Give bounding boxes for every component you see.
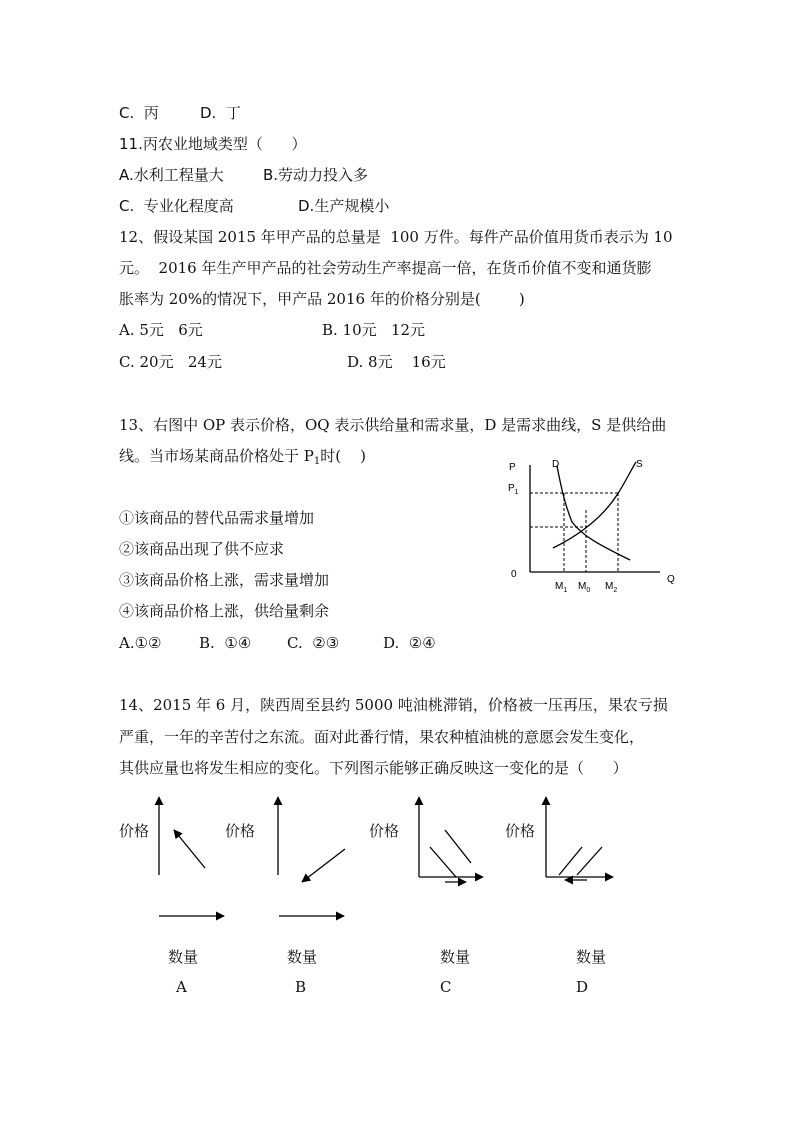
q12-option-d: D. 8元 16元 <box>347 353 446 371</box>
q13-statement-4: ④该商品价格上涨，供给量剩余 <box>119 602 330 620</box>
q12-line-3: 胀率为 20%的情况下，甲产品 2016 年的价格分别是( ) <box>119 290 525 308</box>
q11-stem: 11.丙农业地域类型（ ） <box>119 135 307 153</box>
p1-label: $P_1$ <box>508 483 519 496</box>
m2-label: $M_2$ <box>605 581 618 594</box>
q12-option-c: C. 20元 24元 <box>119 353 222 371</box>
q13-line-1: 13、右图中 OP 表示价格，OQ 表示供给量和需求量，D 是需求曲线，S 是供给曲 <box>119 416 667 434</box>
q12-line-1: 12、假设某国 2015 年甲产品的总量是 100 万件。每件产品价值用货币表示为 10 <box>119 228 673 246</box>
quantity-label-a: 数量 <box>168 948 199 966</box>
m0-label: $M_0$ <box>578 581 591 594</box>
diagram-b-shift-arrow <box>302 849 345 882</box>
q13-line-2: 线。当市场某商品价格处于 $P_1$时( ) <box>119 447 367 467</box>
diagram-c-curve-left <box>430 847 456 877</box>
q10-option-c: C. 丙 <box>119 104 159 122</box>
q13-option-b: B. ①④ <box>199 634 252 652</box>
supply-label: S <box>636 459 643 470</box>
diagram-d-curve-left <box>559 847 582 875</box>
price-label-a: 价格 <box>119 822 150 840</box>
q11-option-c: C. 专业化程度高 <box>119 197 234 215</box>
q11-option-b: B.劳动力投入多 <box>263 166 369 184</box>
diagram-letter-c: C <box>440 978 452 996</box>
q13-statement-2: ②该商品出现了供不应求 <box>119 540 285 558</box>
q14-line-3: 其供应量也将发生相应的变化。下列图示能够正确反映这一变化的是（ ） <box>119 759 628 777</box>
diagram-letter-b: B <box>295 978 307 996</box>
q12-line-2: 元。 2016 年生产甲产品的社会劳动生产率提高一倍，在货币价值不变和通货膨 <box>119 259 652 277</box>
price-label-d: 价格 <box>505 822 536 840</box>
diagram-letter-a: A <box>176 978 187 996</box>
q13-option-d: D. ②④ <box>383 634 436 652</box>
q12-option-a: A. 5元 6元 <box>119 321 203 339</box>
diagram-b <box>278 797 345 916</box>
q-axis-label: Q <box>667 574 675 585</box>
quantity-label-d: 数量 <box>576 948 607 966</box>
q13-option-a: A.①② <box>119 634 162 652</box>
p-axis-label: P <box>509 462 516 473</box>
price-label-b: 价格 <box>225 822 256 840</box>
price-label-c: 价格 <box>369 822 400 840</box>
m1-label: $M_1$ <box>555 581 568 594</box>
q11-option-a: A.水利工程量大 <box>119 166 224 184</box>
q10-option-d: D. 丁 <box>200 104 241 122</box>
q11-option-d: D.生产规模小 <box>298 197 390 215</box>
quantity-label-b: 数量 <box>287 948 318 966</box>
diagram-d-curve-right <box>577 847 602 875</box>
quantity-label-c: 数量 <box>440 948 471 966</box>
q14-line-2: 严重，一年的辛苦付之东流。面对此番行情，果农种植油桃的意愿会发生变化， <box>119 728 645 746</box>
q13-statement-3: ③该商品价格上涨，需求量增加 <box>119 571 330 589</box>
diagram-c-curve-right <box>445 830 471 863</box>
origin-label: 0 <box>511 569 517 580</box>
demand-label: D <box>552 459 560 470</box>
diagram-d <box>546 797 613 880</box>
q12-option-b: B. 10元 12元 <box>322 321 426 339</box>
diagram-a <box>159 797 224 916</box>
q13-statement-1: ①该商品的替代品需求量增加 <box>119 509 315 527</box>
diagram-c <box>419 797 483 882</box>
q13-option-c: C. ②③ <box>287 634 340 652</box>
diagram-letter-d: D <box>576 978 589 996</box>
q14-line-1: 14、2015 年 6 月，陕西周至县约 5000 吨油桃滞销，价格被一压再压，果农亏损 <box>119 696 668 714</box>
diagram-a-shift-arrow <box>174 830 205 868</box>
